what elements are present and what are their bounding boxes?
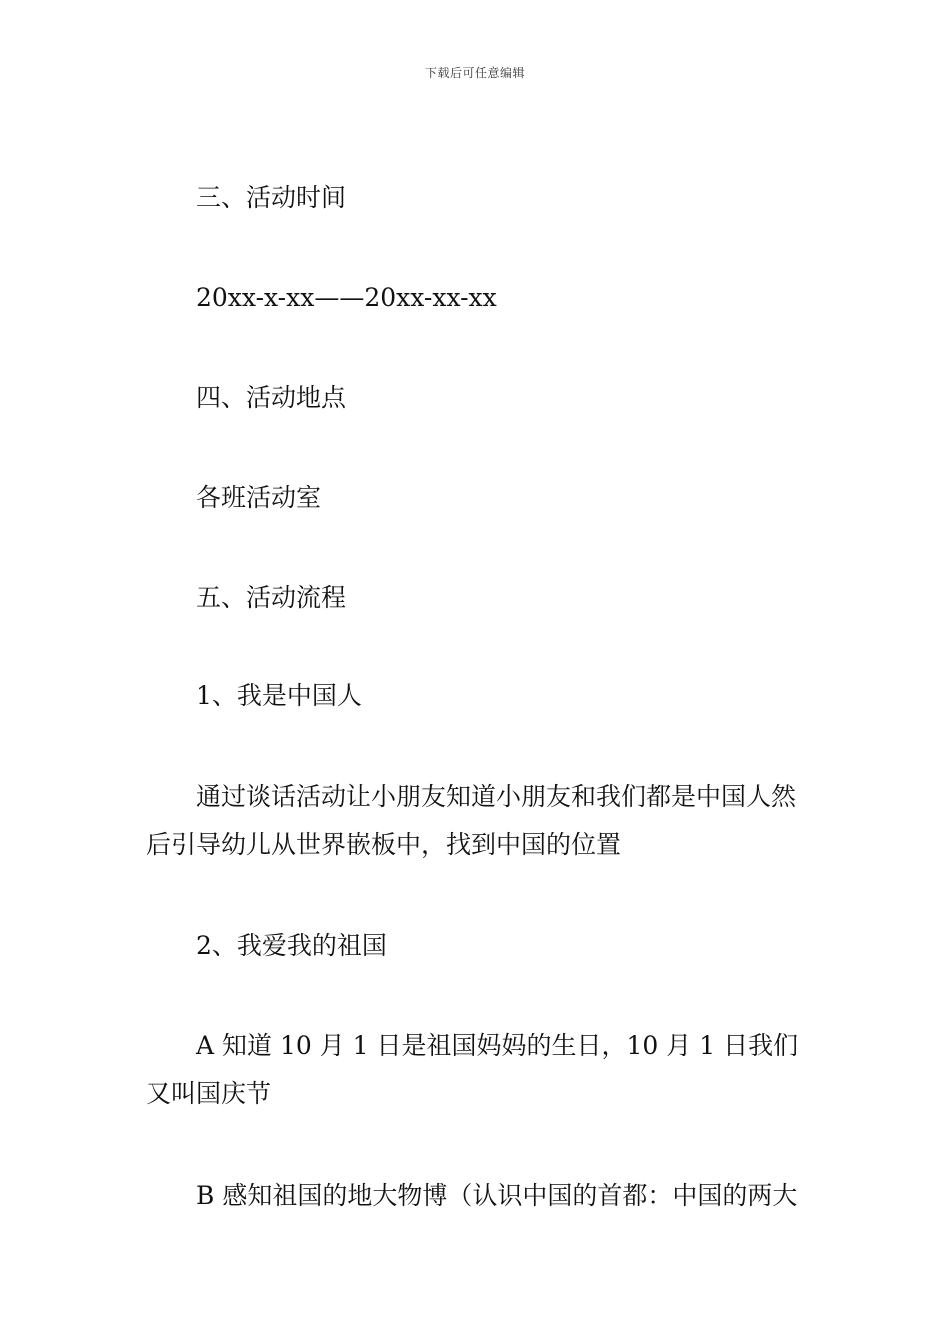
step-2-heading: 2、我爱我的祖国 bbox=[196, 931, 387, 960]
section-4-heading: 四、活动地点 bbox=[196, 383, 347, 412]
section-4-body: 各班活动室 bbox=[196, 483, 322, 512]
step-2-item-a: A 知道 10 月 1 日是祖国妈妈的生日，10 月 1 日我们又叫国庆节 bbox=[146, 1031, 799, 1108]
step-1-heading: 1、我是中国人 bbox=[196, 681, 362, 710]
header-note: 下载后可任意编辑 bbox=[424, 66, 525, 80]
step-1-body: 通过谈话活动让小朋友知道小朋友和我们都是中国人然后引导幼儿从世界嵌板中，找到中国的位置 bbox=[146, 782, 797, 859]
step-2-item-b: B 感知祖国的地大物博（认识中国的首都：中国的两大 bbox=[196, 1181, 798, 1210]
section-3-heading: 三、活动时间 bbox=[196, 183, 347, 212]
section-3-body: 20xx-x-xx——20xx-xx-xx bbox=[196, 283, 497, 312]
section-5-heading: 五、活动流程 bbox=[196, 583, 347, 612]
